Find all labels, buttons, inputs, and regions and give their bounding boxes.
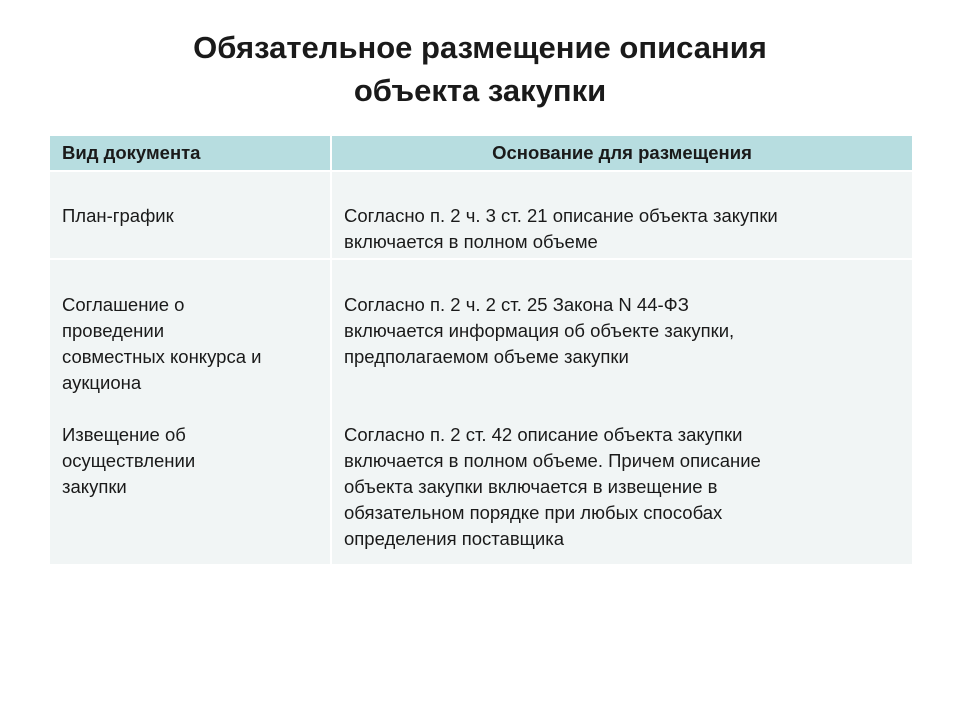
cell-document-type — [50, 258, 330, 564]
doc-type-line: Соглашение о — [62, 294, 185, 315]
basis-line: включается информация об объекте закупки, — [344, 320, 735, 341]
doc-type-line: Извещение об — [62, 424, 186, 445]
doc-type-line: совместных конкурса и — [62, 346, 262, 367]
basis-line: Согласно п. 2 ч. 2 ст. 25 Закона N 44-ФЗ — [344, 294, 689, 315]
doc-type-line: закупки — [62, 476, 127, 497]
doc-type-line: План-график — [62, 205, 174, 226]
cell-basis — [332, 170, 912, 258]
doc-type-line: проведении — [62, 320, 165, 341]
basis-line: Согласно п. 2 ст. 42 описание объекта закупки — [344, 424, 743, 445]
basis-line: объекта закупки включается в извещение в — [344, 476, 718, 497]
cell-document-type — [50, 170, 330, 258]
table-row — [50, 170, 912, 258]
basis-notice — [344, 422, 902, 552]
doc-type-line: аукциона — [62, 372, 142, 393]
header-basis: Основание для размещения — [332, 136, 912, 170]
basis-agreement — [344, 292, 902, 370]
basis-line: определения поставщика — [344, 528, 565, 549]
basis-line: обязательном порядке при любых способах — [344, 502, 723, 523]
document-basis-table — [48, 136, 914, 564]
basis-line: Согласно п. 2 ч. 3 ст. 21 описание объекта закупки — [344, 205, 778, 226]
title-line-1: Обязательное размещение описания — [193, 30, 767, 65]
title-line-2: объекта закупки — [353, 73, 607, 108]
basis-line: включается в полном объеме — [344, 231, 598, 252]
basis-line: включается в полном объеме. Причем описание — [344, 450, 761, 471]
slide-title — [60, 26, 900, 112]
table-row — [50, 258, 912, 564]
table-header-row — [50, 136, 912, 170]
doc-type-agreement — [62, 292, 320, 396]
basis-line: предполагаемом объеме закупки — [344, 346, 629, 367]
cell-basis — [332, 258, 912, 564]
doc-type-line: осуществлении — [62, 450, 196, 471]
header-document-type: Вид документа — [50, 136, 330, 170]
doc-type-notice — [62, 422, 320, 500]
